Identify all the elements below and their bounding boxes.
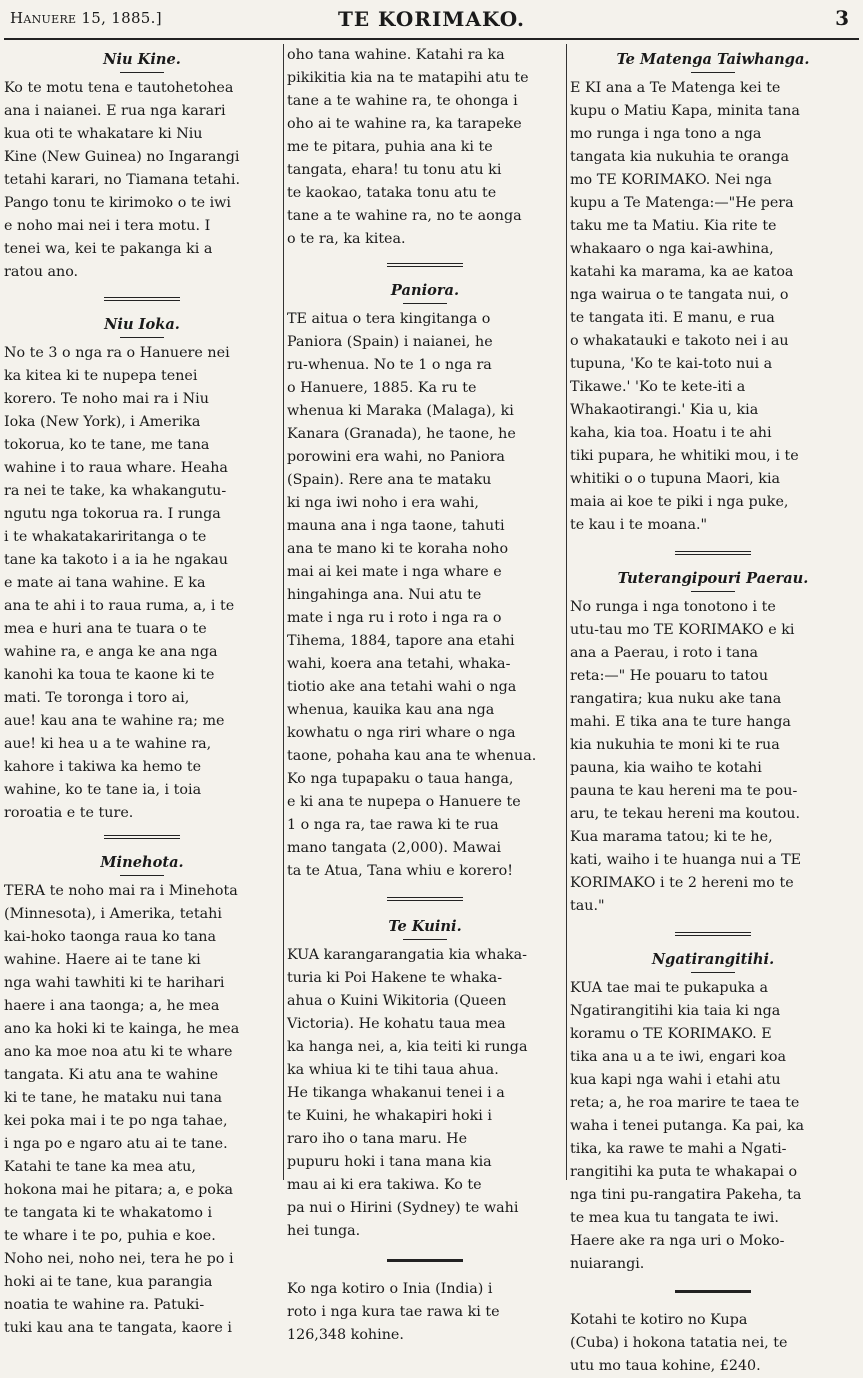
issue-date: Hanuere 15, 1885.] (10, 9, 162, 27)
heading-underline (120, 875, 164, 876)
heading-underline (403, 939, 447, 940)
article-niu-ioka: No te 3 o nga ra o Hanuere nei ka kitea ki te nupepa tenei korero. Te noho mai ra i Niu Ioka (New York), i Amerika tokorua, ko te tane, me tana wahine i to raua whare. Heaha ra nei te take, ka whakangutu- ngutu nga tokorua ra. I runga i te whakatakariritanga o te tane ka takoto i a ia he ngakau e mate ai tana wahine. E ka ana te ahi i to raua ruma, a, i te mea e huri ana te tuara o te wahine ra, e anga ke ana nga kanohi ka toua te kaone ki te mati. Te toronga i toro ai, aue! kau ana te wahine ra; me aue! ki hea u a te wahine ra, kahore i takiwa ka hemo te wahine, ko te tane ia, i toia roroatia e te ture. (4, 345, 235, 821)
column-1 (4, 44, 280, 1336)
page-number: 3 (835, 6, 849, 30)
heading-ngatirangitihi: Ngatirangitihi. (651, 951, 775, 968)
article-ngatirangitihi: KUA tae mai te pukapuka a Ngatirangitihi kia taia ki nga koramu o TE KORIMAKO. E tika ana u a te iwi, engari koa kua kapi nga wahi i etahi atu reta; a, he roa marire te taea te waha i tenei putanga. Ka pai, ka tika, ka rawe te mahi a Ngati- rangitihi ka puta te whakapai o nga tini pu-rangatira Pakeha, ta te mea kua tu tangata te iwi. Haere ake ra nga uri o Moko- nuiarangi. (570, 980, 805, 1272)
article-minehota-continued: oho tana wahine. Katahi ra ka pikikitia kia na te matapihi atu te tane a te wahine ra, te ohonga i oho ai te wahine ra, ka tarapeke me te pitara, puhia ana ki te tangata, ehara! tu tonu atu ki te kaokao, tataka tonu atu te tane a te wahine ra, no te aonga o te ra, ka kitea. (287, 47, 529, 247)
heading-underline (691, 72, 735, 73)
article-inia: Ko nga kotiro o Inia (India) i roto i nga kura tae rawa ki te 126,348 kohine. (287, 1281, 500, 1343)
column-divider (283, 44, 284, 1180)
heading-niu-kine: Niu Kine. (103, 51, 181, 68)
heading-niu-ioka: Niu Ioka. (104, 316, 180, 333)
newspaper-title: TE KORIMAKO. (337, 7, 526, 31)
heading-underline (120, 337, 164, 338)
heading-underline (691, 972, 735, 973)
heading-underline (691, 591, 735, 592)
column-divider (566, 44, 567, 1180)
column-3 (570, 44, 856, 1374)
article-tuterangipouri: No runga i nga tonotono i te utu-tau mo TE KORIMAKO e ki ana a Paerau, i roto i tana reta:—" He pouaru to tatou rangatira; kua nuku ake tana mahi. E tika ana te ture hanga kia nukuhia te moni ki te rua pauna, kia waiho te kotahi pauna te kau hereni ma te pou- aru, te tekau hereni ma koutou. Kua marama tatou; ki te he, kati, waiho i te huanga nui a TE KORIMAKO i te 2 hereni mo te tau." (570, 599, 802, 914)
article-te-matenga: E KI ana a Te Matenga kei te kupu o Matiu Kapa, minita tana mo runga i nga tono a nga tangata kia nukuhia te oranga mo TE KORIMAKO. Nei nga kupu a Te Matenga:—"He pera taku me ta Matiu. Kia rite te whakaaro o nga kai-awhina, katahi ka marama, ka ae katoa nga wairua o te tangata nui, o te tangata iti. E manu, e rua o whakatauki e takoto nei i au tupuna, 'Ko te kai-toto nui a Tikawe.' 'Ko te kete-iti a Whakaotirangi.' Kia u, kia kaha, kia toa. Hoatu i te ahi tiki pupara, he whitiki mou, i te whitiki o o tupuna Maori, kia maia ai koe te piki i nga puke, te kau i te moana." (570, 80, 800, 533)
article-minehota: TERA te noho mai ra i Minehota (Minnesota), i Amerika, tetahi kai-hoko taonga raua ko tana wahine. Haere ai te tane ki nga wahi tawhiti ki te harihari haere i ana taonga; a, he mea ano ka hoki ki te kainga, he mea ano ka moe noa atu ki te whare tangata. Ki atu ana te wahine ki te tane, he mataku nui tana kei poka mai i te po nga tahae, i nga po e ngaro atu ai te tane. Katahi te tane ka mea atu, hokona mai he pitara; a, e poka te tangata ki te whakatomo i te whare i te po, puhia e koe. Noho nei, noho nei, tera he po i hoki ai te tane, kua parangia noatia te wahine ra. Patuki- tuki kau ana te tangata, kaore i (4, 883, 240, 1336)
heading-underline (120, 72, 164, 73)
masthead (0, 0, 863, 44)
heading-te-matenga: Te Matenga Taiwhanga. (616, 51, 810, 68)
article-paniora: TE aitua o tera kingitanga o Paniora (Spain) i naianei, he ru-whenua. No te 1 o nga ra o Hanuere, 1885. Ka ru te whenua ki Maraka (Malaga), ki Kanara (Granada), he taone, he porowini era wahi, no Paniora (Spain). Rere ana te mataku ki nga iwi noho i era wahi, mauna ana i nga taone, tahuti ana te mano ki te koraha noho mai ai kei mate i nga whare e hingahinga ana. Nui atu te mate i nga ru i roto i nga ra o Tihema, 1884, tapore ana etahi wahi, koera ana tetahi, whaka- tiotio ake ana tetahi wahi o nga whenua, kauika kau ana nga kowhatu o nga riri whare o nga taone, pohaha kau ana te whenua. Ko nga tupapaku o taua hanga, e ki ana te nupepa o Hanuere te 1 o nga ra, tae rawa ki te rua mano tangata (2,000). Mawai ta te Atua, Tana whiu e korero! (287, 311, 537, 879)
column-2 (287, 44, 563, 1343)
article-te-kuini: KUA karangarangatia kia whaka- turia ki Poi Hakene te whaka- ahua o Kuini Wikitoria (Queen Victoria). He kohatu taua mea ka hanga nei, a, kia teiti ki runga ka whiua ki te tihi taua ahua. He tikanga whakanui tenei i a te Kuini, he whakapiri hoki i raro iho o tana maru. He pupuru hoki i tana mana kia mau ai ki era takiwa. Ko te pa nui o Hirini (Sydney) te wahi hei tunga. (287, 947, 528, 1239)
article-kupa: Kotahi te kotiro no Kupa (Cuba) i hokona tatatia nei, te utu mo taua kohine, £240. (570, 1312, 788, 1374)
heading-underline (403, 303, 447, 304)
heading-tuterangipouri: Tuterangipouri Paerau. (617, 570, 809, 587)
article-niu-kine: Ko te motu tena e tautohetohea ana i naianei. E rua nga karari kua oti te whakatare ki Niu Kine (New Guinea) no Ingarangi tetahi karari, no Tiamana tetahi. Pango tonu te kirimoko o te iwi e noho mai nei i tera motu. I tenei wa, kei te pakanga ki a ratou ano. (4, 80, 240, 280)
masthead-rule (4, 38, 859, 40)
heading-minehota: Minehota. (100, 854, 184, 871)
heading-paniora: Paniora. (390, 282, 460, 299)
heading-te-kuini: Te Kuini. (388, 918, 462, 935)
